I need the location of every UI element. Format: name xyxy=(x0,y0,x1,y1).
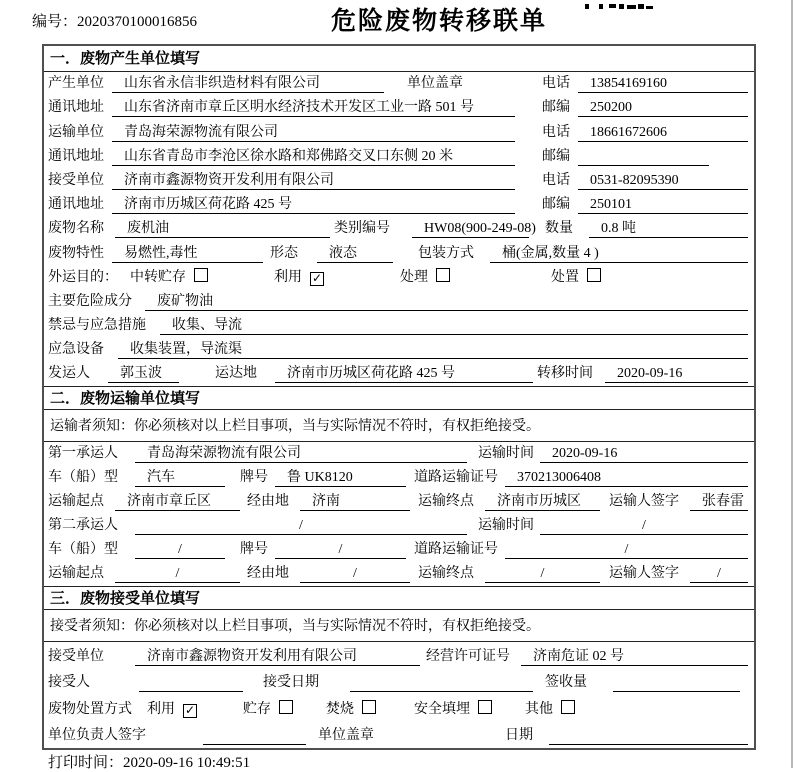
checkbox-icon: ✓ xyxy=(311,270,323,285)
purpose-label: 外运目的： xyxy=(48,269,118,285)
quantity-label: 数量 xyxy=(545,221,573,237)
date-label: 日期 xyxy=(505,728,533,744)
print-time xyxy=(48,751,250,772)
serial-number xyxy=(32,10,197,31)
address-label: 通讯地址 xyxy=(48,148,104,164)
accept-unit-label: 接受单位 xyxy=(48,648,104,664)
route-start-value: / xyxy=(115,564,240,583)
producer-zip-value: 250200 xyxy=(578,98,748,117)
sender-value: 郭玉波 xyxy=(108,364,179,383)
permit-number-label: 经营许可证号 xyxy=(426,648,510,664)
second-carrier-label: 第二承运人 xyxy=(48,518,118,534)
transport-time-value: / xyxy=(540,516,748,535)
producer-address-row xyxy=(44,96,754,120)
waste-name-value: 废机油 xyxy=(115,219,330,238)
disposal-method-label: 废物处置方式 xyxy=(48,701,132,717)
section2-header: 二．废物运输单位填写 xyxy=(44,386,754,410)
receiver-value: 济南市鑫源物资开发利用有限公司 xyxy=(112,171,515,190)
transport-time-label: 运输时间 xyxy=(478,446,534,462)
waste-name-row xyxy=(44,217,754,241)
accept-unit-row xyxy=(44,642,754,669)
destination-label: 运达地 xyxy=(215,366,257,382)
emergency-equipment-row xyxy=(44,338,754,362)
taboo-label: 禁忌与应急措施 xyxy=(48,318,146,334)
producer-phone-value: 13854169160 xyxy=(578,74,748,93)
accept-date-value xyxy=(350,673,533,692)
zip-label: 邮编 xyxy=(542,100,570,116)
date-value xyxy=(549,726,748,745)
checkbox-icon: ✓ xyxy=(184,702,196,717)
plate-label: 牌号 xyxy=(240,470,268,486)
zip-label: 邮编 xyxy=(542,197,570,213)
first-vehicle-row xyxy=(44,466,754,490)
waste-traits-value: 易燃性,毒性 xyxy=(112,244,263,263)
responsible-sign-label: 单位负责人签字 xyxy=(48,728,146,744)
option-label: 利用 xyxy=(147,701,175,717)
transfer-purpose-row xyxy=(44,266,754,290)
qr-code-fragment xyxy=(585,0,653,9)
transporter-value: 青岛海荣源物流有限公司 xyxy=(112,123,515,142)
checkbox-icon xyxy=(587,268,601,282)
received-amount-value xyxy=(613,673,740,692)
route-end-value: 济南市历城区 xyxy=(485,492,600,511)
option-label: 贮存 xyxy=(243,701,271,717)
phone-label: 电话 xyxy=(542,124,570,140)
taboo-value: 收集、导流 xyxy=(160,316,748,335)
option-label: 焚烧 xyxy=(326,701,354,717)
form-value: 液态 xyxy=(317,244,393,263)
receiver-address-value: 济南市历城区荷花路 425 号 xyxy=(112,195,515,214)
checkbox-icon xyxy=(194,268,208,282)
dispatch-row xyxy=(44,362,754,386)
transporter-row xyxy=(44,120,754,144)
permit-number-value: 济南危证 02 号 xyxy=(521,647,748,666)
address-label: 通讯地址 xyxy=(48,197,104,213)
section3-header: 三．废物接受单位填写 xyxy=(44,586,754,610)
serial-label: 编号： xyxy=(32,14,78,30)
second-carrier-value: / xyxy=(135,516,467,535)
disposal-option-incinerate xyxy=(326,700,376,719)
receiver-notice: 接受者须知：你必须核对以上栏目事项，当与实际情况不符时，有权拒绝接受。 xyxy=(44,610,754,642)
sender-label: 发运人 xyxy=(48,366,90,382)
option-label: 其他 xyxy=(525,701,553,717)
via-value: / xyxy=(300,564,410,583)
road-permit-label: 道路运输证号 xyxy=(414,542,498,558)
phone-label: 电话 xyxy=(542,172,570,188)
responsible-sign-row xyxy=(44,722,754,749)
option-label: 中转贮存 xyxy=(130,269,186,285)
received-amount-label: 签收量 xyxy=(545,675,587,691)
vehicle-type-value: 汽车 xyxy=(135,468,225,487)
transporter-address-row xyxy=(44,145,754,169)
address-label: 通讯地址 xyxy=(48,100,104,116)
option-label: 利用 xyxy=(274,269,302,285)
transport-time-label: 运输时间 xyxy=(478,518,534,534)
disposal-option-landfill xyxy=(414,700,492,719)
disposal-option-other xyxy=(525,700,575,719)
waste-traits-row xyxy=(44,241,754,265)
carrier-sign-label: 运输人签字 xyxy=(609,494,679,510)
vehicle-type-label: 车（船）型 xyxy=(48,542,118,558)
checkbox-icon xyxy=(478,700,492,714)
first-route-row xyxy=(44,490,754,514)
hazard-label: 主要危险成分 xyxy=(48,293,132,309)
unit-seal-label: 单位盖章 xyxy=(318,728,374,744)
accept-person-value xyxy=(139,673,243,692)
page-edge-line xyxy=(791,0,793,768)
route-end-label: 运输终点 xyxy=(418,566,474,582)
via-label: 经由地 xyxy=(247,566,289,582)
print-time-value: 2020-09-16 10:49:51 xyxy=(123,755,251,771)
transfer-time-label: 转移时间 xyxy=(537,366,593,382)
receiver-phone-value: 0531-82095390 xyxy=(578,171,748,190)
checkbox-icon xyxy=(561,700,575,714)
transporter-notice: 运输者须知：你必须核对以上栏目事项，当与实际情况不符时，有权拒绝接受。 xyxy=(44,410,754,442)
vehicle-type-value: / xyxy=(135,540,225,559)
plate-value: 鲁 UK8120 xyxy=(275,468,406,487)
receiver-row xyxy=(44,169,754,193)
producer-value: 山东省永信非织造材料有限公司 xyxy=(112,74,384,93)
road-permit-label: 道路运输证号 xyxy=(414,470,498,486)
taboo-measures-row xyxy=(44,314,754,338)
destination-value: 济南市历城区荷花路 425 号 xyxy=(275,364,533,383)
quantity-value: 0.8 吨 xyxy=(589,219,748,238)
route-end-value: / xyxy=(485,564,600,583)
equipment-value: 收集装置，导流渠 xyxy=(118,340,748,359)
disposal-method-row xyxy=(44,695,754,722)
carrier-sign-label: 运输人签字 xyxy=(609,566,679,582)
transporter-address-value: 山东省青岛市李沧区徐水路和郑佛路交叉口东侧 20 米 xyxy=(112,147,515,166)
purpose-option-utilize xyxy=(274,268,324,287)
accept-date-label: 接受日期 xyxy=(263,675,319,691)
via-label: 经由地 xyxy=(247,494,289,510)
via-value: 济南 xyxy=(300,492,410,511)
receiver-address-row xyxy=(44,193,754,217)
disposal-option-utilize xyxy=(147,700,197,719)
first-carrier-row xyxy=(44,442,754,466)
route-start-label: 运输起点 xyxy=(48,494,104,510)
transporter-label: 运输单位 xyxy=(48,124,104,140)
purpose-option-storage xyxy=(130,268,208,287)
checkbox-icon xyxy=(279,700,293,714)
transfer-time-value: 2020-09-16 xyxy=(605,364,748,383)
disposal-option-storage xyxy=(243,700,293,719)
road-permit-value: 370213006408 xyxy=(505,468,748,487)
accept-person-row xyxy=(44,669,754,696)
plate-label: 牌号 xyxy=(240,542,268,558)
second-vehicle-row xyxy=(44,538,754,562)
vehicle-type-label: 车（船）型 xyxy=(48,470,118,486)
hazard-component-row xyxy=(44,290,754,314)
carrier-sign-value: / xyxy=(690,564,748,583)
accept-person-label: 接受人 xyxy=(48,675,90,691)
carrier-sign-value: 张春雷 xyxy=(690,492,748,511)
first-carrier-value: 青岛海荣源物流有限公司 xyxy=(135,444,467,463)
print-time-label: 打印时间： xyxy=(48,755,124,771)
road-permit-value: / xyxy=(505,540,748,559)
option-label: 处理 xyxy=(400,269,428,285)
category-code-label: 类别编号 xyxy=(334,221,390,237)
second-carrier-row xyxy=(44,514,754,538)
purpose-option-treat xyxy=(400,268,450,287)
waste-name-label: 废物名称 xyxy=(48,221,104,237)
accept-unit-value: 济南市鑫源物资开发利用有限公司 xyxy=(135,647,420,666)
transporter-phone-value: 18661672606 xyxy=(578,123,748,142)
producer-row xyxy=(44,72,754,96)
route-end-label: 运输终点 xyxy=(418,494,474,510)
page-title: 危险废物转移联单 xyxy=(331,8,548,35)
route-start-label: 运输起点 xyxy=(48,566,104,582)
hazard-value: 废矿物油 xyxy=(145,292,748,311)
transporter-zip-value xyxy=(578,147,709,166)
packing-label: 包装方式 xyxy=(418,245,474,261)
transport-time-value: 2020-09-16 xyxy=(540,444,748,463)
second-route-row xyxy=(44,562,754,586)
responsible-sign-value xyxy=(203,726,306,745)
option-label: 处置 xyxy=(551,269,579,285)
waste-traits-label: 废物特性 xyxy=(48,245,104,261)
form-label: 形态 xyxy=(270,245,298,261)
checkbox-icon xyxy=(362,700,376,714)
zip-label: 邮编 xyxy=(542,148,570,164)
category-code-value: HW08(900-249-08) xyxy=(412,219,529,238)
serial-value: 2020370100016856 xyxy=(77,14,198,30)
equipment-label: 应急设备 xyxy=(48,342,104,358)
producer-address-value: 山东省济南市章丘区明水经济技术开发区工业一路 501 号 xyxy=(112,98,515,117)
receiver-label: 接受单位 xyxy=(48,172,104,188)
option-label: 安全填埋 xyxy=(414,701,470,717)
section1-header: 一．废物产生单位填写 xyxy=(44,46,754,72)
route-start-value: 济南市章丘区 xyxy=(115,492,240,511)
plate-value: / xyxy=(275,540,406,559)
purpose-option-dispose xyxy=(551,268,601,287)
first-carrier-label: 第一承运人 xyxy=(48,446,118,462)
producer-label: 产生单位 xyxy=(48,76,104,92)
packing-value: 桶(金属,数量 4 ) xyxy=(490,244,748,263)
unit-seal-label: 单位盖章 xyxy=(407,76,463,92)
checkbox-icon xyxy=(436,268,450,282)
manifest-table xyxy=(42,44,756,750)
receiver-zip-value: 250101 xyxy=(578,195,748,214)
phone-label: 电话 xyxy=(542,76,570,92)
